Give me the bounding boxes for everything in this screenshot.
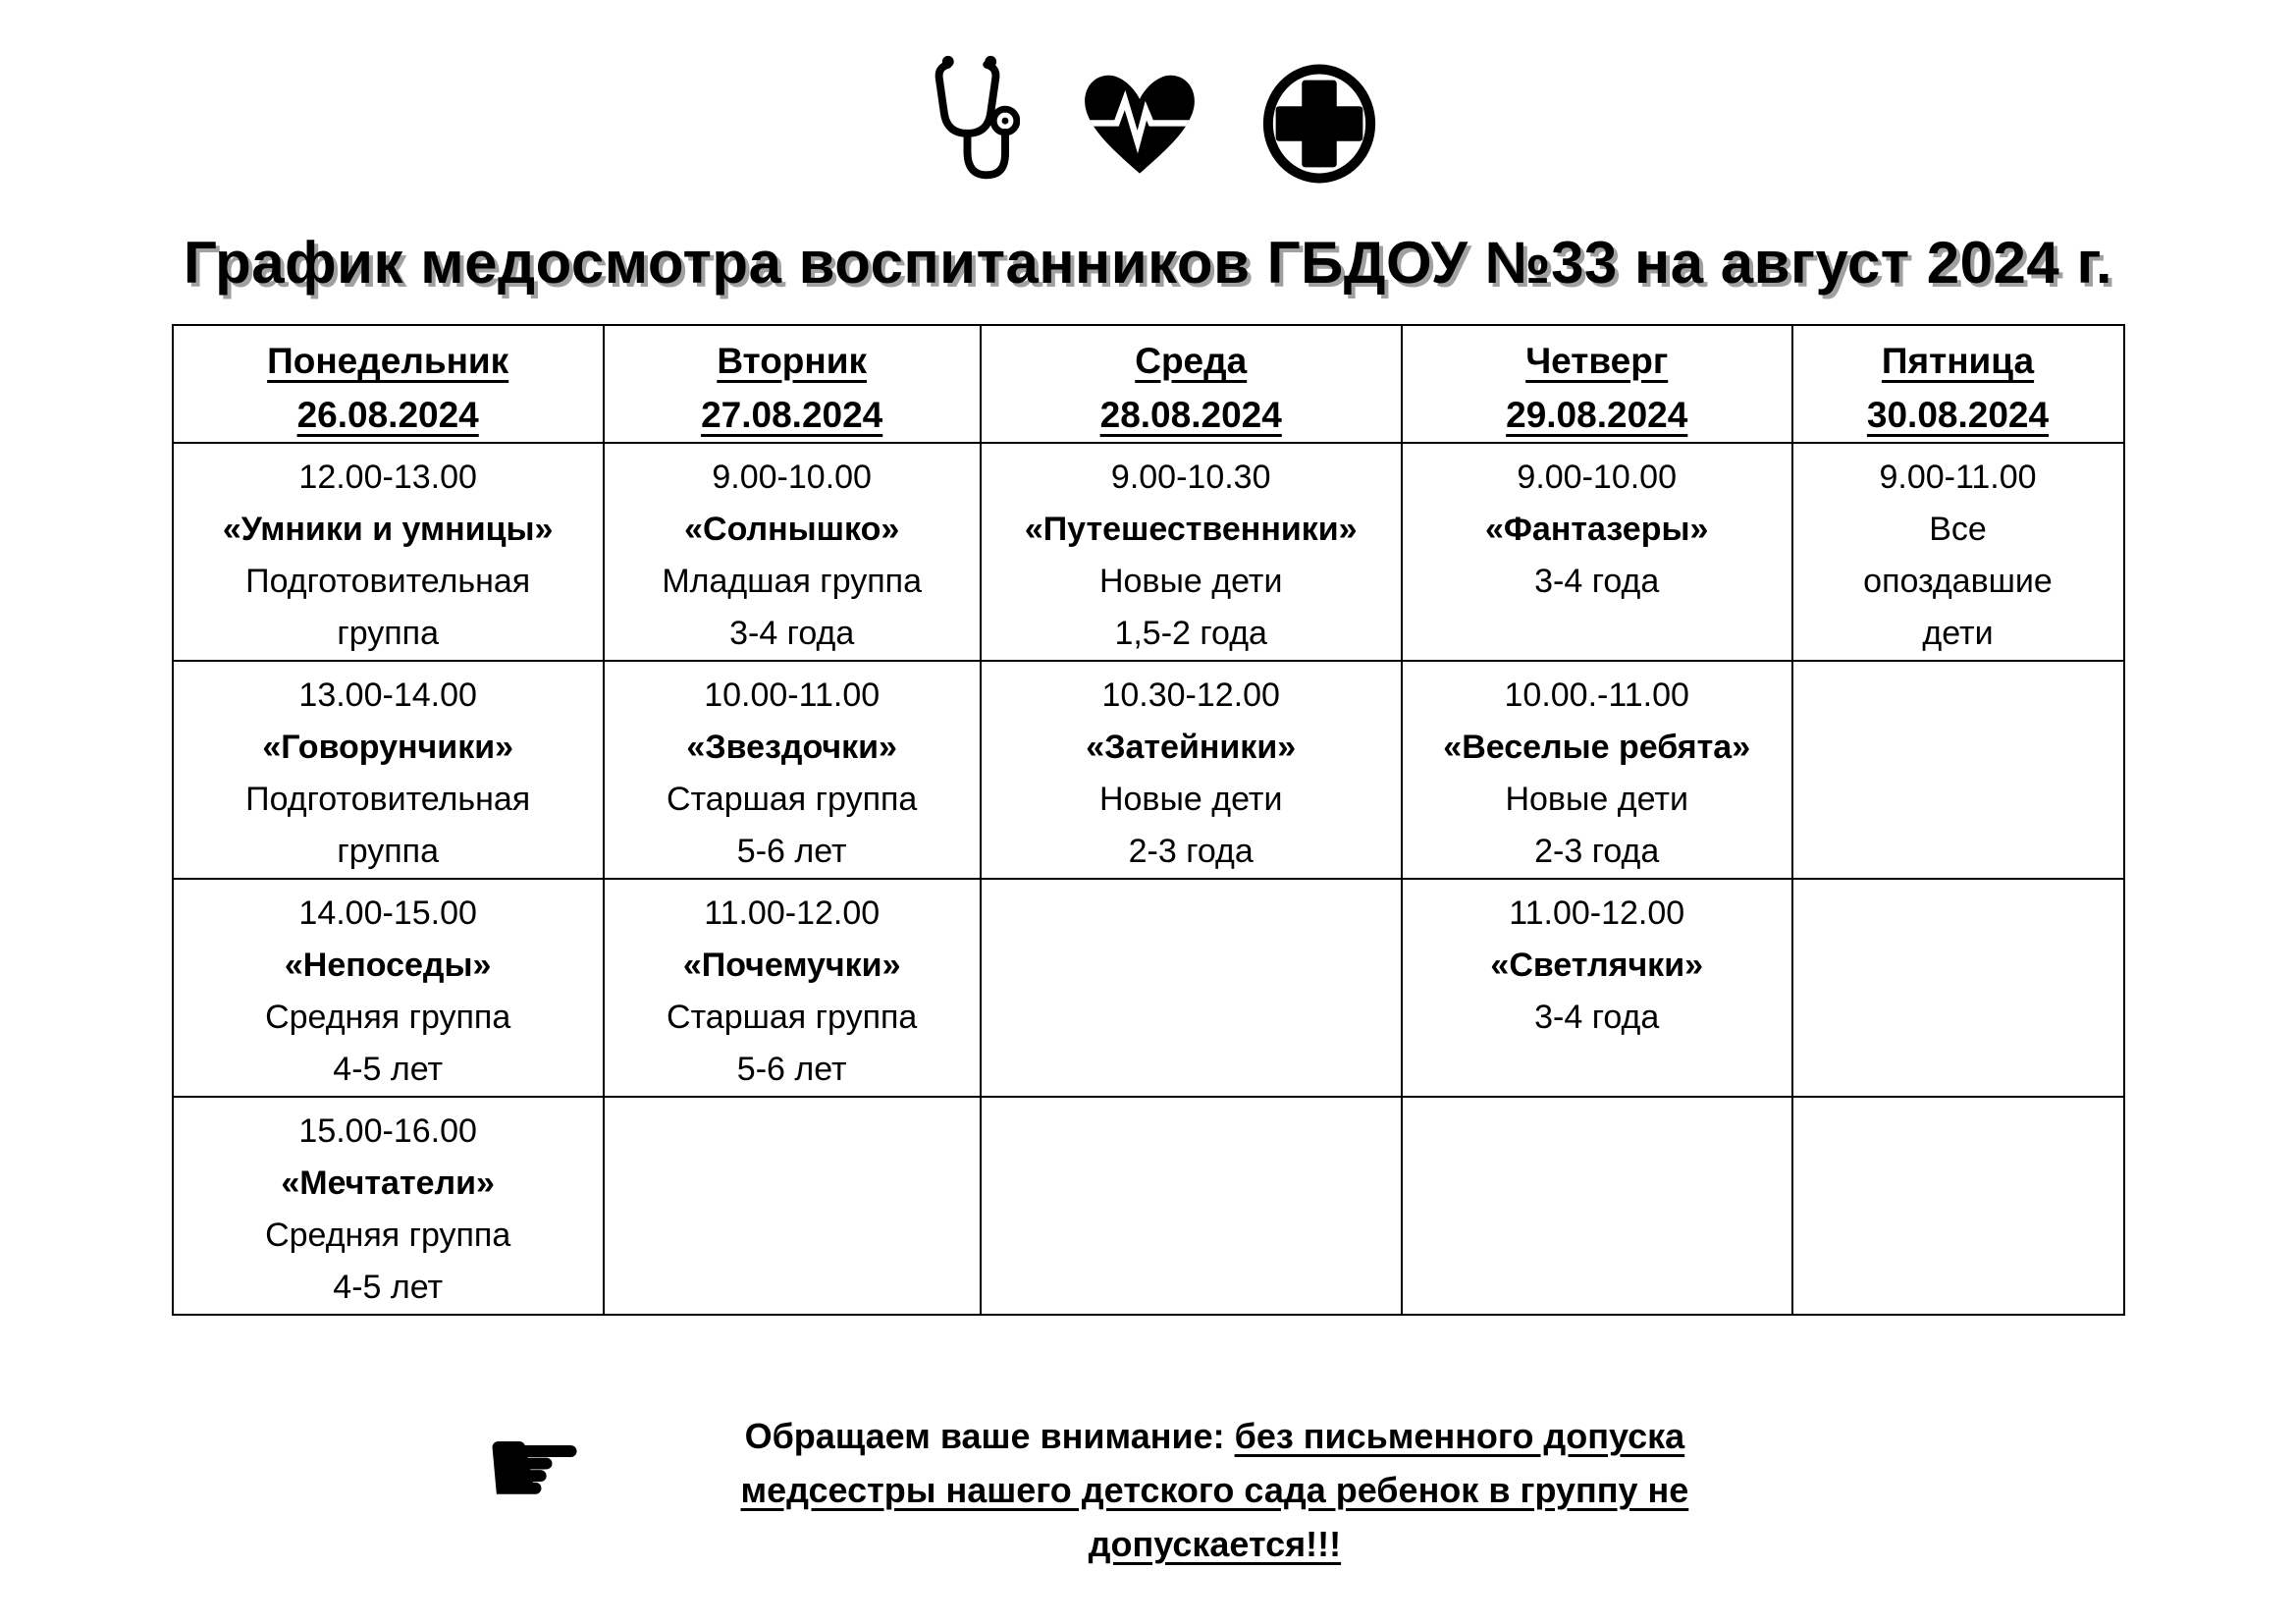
header-row	[173, 325, 2124, 443]
cell-group-name: «Умники и умницы»	[222, 511, 554, 548]
day-header	[604, 325, 981, 443]
schedule-cell	[1402, 443, 1792, 661]
note-underlined-text: без письменного допуска медсестры нашего детского сада ребенок в группу не допускается!!!	[740, 1416, 1689, 1564]
cell-group-name: «Непоседы»	[284, 947, 492, 984]
heart-pulse-icon	[1077, 69, 1202, 179]
schedule-cell	[1792, 661, 2124, 879]
cell-time: 14.00-15.00	[298, 894, 477, 932]
schedule-cell	[981, 1097, 1402, 1315]
cell-group-name: «Говорунчики»	[262, 729, 514, 766]
schedule-cell	[1792, 1097, 2124, 1315]
cell-desc-line: 4-5 лет	[333, 1051, 444, 1088]
day-header	[1402, 325, 1792, 443]
schedule-cell	[173, 661, 604, 879]
cell-time: 10.30-12.00	[1101, 677, 1280, 714]
schedule-cell	[604, 879, 981, 1097]
cell-time: 11.00-12.00	[1509, 894, 1685, 932]
cell-desc-line: Новые дети	[1505, 781, 1688, 818]
cell-desc-line: 5-6 лет	[736, 833, 847, 870]
note-text	[674, 1409, 1754, 1571]
cell-desc-line: Старшая группа	[667, 999, 918, 1036]
cell-desc-line: Новые дети	[1098, 781, 1283, 818]
cell-desc-line: группа	[337, 615, 439, 652]
schedule-cell	[173, 1097, 604, 1315]
cell-time: 12.00-13.00	[298, 459, 477, 496]
table-row	[173, 1097, 2124, 1315]
cell-desc-line: 1,5-2 года	[1114, 615, 1267, 652]
day-name: Четверг	[1525, 341, 1669, 381]
day-name: Пятница	[1881, 341, 2035, 381]
cell-desc-line: дети	[1922, 615, 1994, 652]
day-name: Понедельник	[267, 341, 509, 381]
cell-group-name: «Фантазеры»	[1485, 511, 1709, 548]
cell-desc-line: Новые дети	[1098, 563, 1283, 600]
schedule-cell	[981, 661, 1402, 879]
cell-group-name: «Светлячки»	[1490, 947, 1704, 984]
pointing-hand-icon: ☛	[482, 1399, 587, 1535]
table-header	[173, 325, 2124, 443]
cell-time: 9.00-11.00	[1879, 459, 2037, 496]
cell-time: 10.00.-11.00	[1504, 677, 1689, 714]
cell-desc-line: 4-5 лет	[333, 1269, 444, 1306]
cell-desc-line: 5-6 лет	[736, 1051, 847, 1088]
cell-time: 9.00-10.30	[1110, 459, 1271, 496]
cell-time: 9.00-10.00	[1517, 459, 1678, 496]
schedule-cell	[1792, 443, 2124, 661]
cell-desc-line: опоздавшие	[1863, 563, 2053, 600]
cell-desc-line: Младшая группа	[662, 563, 922, 600]
schedule-cell	[981, 443, 1402, 661]
cell-desc-line: 3-4 года	[1534, 563, 1660, 600]
cell-group-name: «Мечтатели»	[281, 1164, 495, 1202]
schedule-cell	[604, 1097, 981, 1315]
table-body	[173, 443, 2124, 1315]
attention-note	[0, 1399, 2267, 1571]
cell-time: 11.00-12.00	[704, 894, 881, 932]
table-row	[173, 661, 2124, 879]
day-header	[1792, 325, 2124, 443]
day-date: 27.08.2024	[701, 395, 883, 435]
day-date: 29.08.2024	[1506, 395, 1688, 435]
cell-desc-line: Средняя группа	[265, 1217, 511, 1254]
cell-time: 13.00-14.00	[298, 677, 477, 714]
cell-time: 15.00-16.00	[298, 1112, 477, 1150]
table-row	[173, 879, 2124, 1097]
day-header	[981, 325, 1402, 443]
schedule-cell	[173, 879, 604, 1097]
day-name: Среда	[1135, 341, 1248, 381]
day-header	[173, 325, 604, 443]
cell-desc-line: Подготовительная	[245, 781, 531, 818]
schedule-cell	[1402, 879, 1792, 1097]
cell-group-name: «Звездочки»	[686, 729, 897, 766]
cell-group-name: «Солнышко»	[684, 511, 900, 548]
schedule-cell	[604, 443, 981, 661]
cell-desc-line: Средняя группа	[265, 999, 511, 1036]
cell-time: 10.00-11.00	[704, 677, 881, 714]
day-name: Вторник	[717, 341, 868, 381]
table-row	[173, 443, 2124, 661]
schedule-cell	[1402, 1097, 1792, 1315]
schedule-cell	[1792, 879, 2124, 1097]
header-icons	[0, 0, 2296, 199]
cell-time: 9.00-10.00	[712, 459, 872, 496]
cell-desc-line: Старшая группа	[667, 781, 918, 818]
day-date: 28.08.2024	[1099, 395, 1282, 435]
cell-desc-line: 2-3 года	[1534, 833, 1660, 870]
day-date: 26.08.2024	[296, 395, 479, 435]
cell-desc-line: 3-4 года	[729, 615, 855, 652]
cell-group-name: «Путешественники»	[1024, 511, 1358, 548]
day-date: 30.08.2024	[1866, 395, 2050, 435]
schedule-table	[172, 324, 2125, 1316]
cell-desc-line: 2-3 года	[1128, 833, 1254, 870]
cell-desc-line: Подготовительная	[245, 563, 531, 600]
cell-group-name: «Затейники»	[1086, 729, 1297, 766]
cell-group-name: «Почемучки»	[682, 947, 901, 984]
cell-desc-line: Все	[1929, 511, 1987, 548]
schedule-cell	[1402, 661, 1792, 879]
page-title: График медосмотра воспитанников ГБДОУ №33 на август 2024 г.	[183, 230, 2113, 296]
stethoscope-icon	[917, 51, 1020, 196]
cell-group-name: «Веселые ребята»	[1443, 729, 1751, 766]
medical-cross-icon	[1259, 64, 1379, 184]
schedule-cell	[981, 879, 1402, 1097]
note-prefix: Обращаем ваше внимание:	[744, 1416, 1235, 1456]
schedule-cell	[173, 443, 604, 661]
cell-desc-line: группа	[337, 833, 439, 870]
cell-desc-line: 3-4 года	[1534, 999, 1660, 1036]
schedule-cell	[604, 661, 981, 879]
